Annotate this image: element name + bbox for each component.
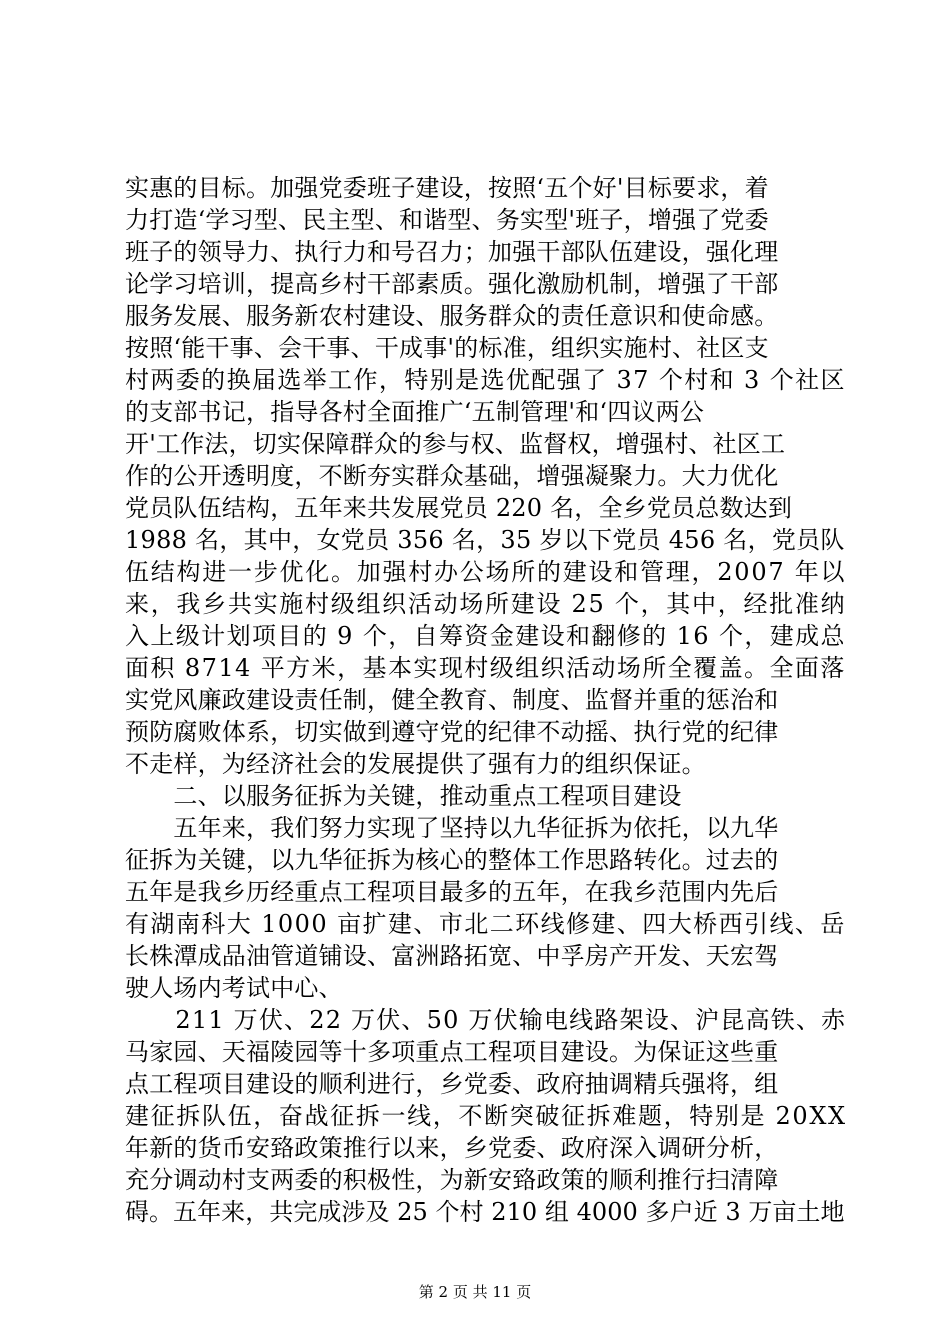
text-line: 有湖南科大 1000 亩扩建、市北二环线修建、四大桥西引线、岳 <box>125 910 846 938</box>
text-line: 论学习培训，提高乡村干部素质。强化激励机制，增强了干部 <box>125 270 779 298</box>
text-line: 面积 8714 平方米，基本实现村级组织活动场所全覆盖。全面落 <box>125 654 846 682</box>
text-line: 1988 名，其中，女党员 356 名，35 岁以下党员 456 名，党员队 <box>125 526 845 554</box>
text-line: 服务发展、服务新农村建设、服务群众的责任意识和使命感。 <box>125 302 779 330</box>
text-line: 马家园、天福陵园等十多项重点工程项目建设。为保证这些重 <box>125 1038 779 1066</box>
text-line: 二、以服务征拆为关键，推动重点工程项目建设 <box>125 782 682 810</box>
text-line: 力打造‘学习型、民主型、和谐型、务实型'班子，增强了党委 <box>125 206 769 234</box>
text-line: 实惠的目标。加强党委班子建设，按照‘五个好'目标要求，着 <box>125 174 769 202</box>
text-line: 按照‘能干事、会干事、干成事'的标准，组织实施村、社区支 <box>125 334 769 362</box>
text-line: 不走样，为经济社会的发展提供了强有力的组织保证。 <box>125 750 706 778</box>
text-line: 充分调动村支两委的积极性，为新安臵政策的顺利推行扫清障 <box>125 1166 779 1194</box>
text-line: 长株潭成品油管道铺设、富洲路拓宽、中孚房产开发、天宏驾 <box>125 942 779 970</box>
text-line: 点工程项目建设的顺利进行，乡党委、政府抽调精兵强将，组 <box>125 1070 779 1098</box>
text-line: 实党风廉政建设责任制，健全教育、制度、监督并重的惩治和 <box>125 686 779 714</box>
text-line: 开'工作法，切实保障群众的参与权、监督权，增强村、社区工 <box>125 430 786 458</box>
body-text <box>125 172 845 1228</box>
text-line: 入上级计划项目的 9 个，自筹资金建设和翻修的 16 个，建成总 <box>125 622 846 650</box>
text-line: 211 万伏、22 万伏、50 万伏输电线路架设、沪昆高铁、赤 <box>125 1006 847 1034</box>
text-line: 村两委的换届选举工作，特别是选优配强了 37 个村和 3 个社区 <box>125 366 846 394</box>
text-line: 建征拆队伍，奋战征拆一线，不断突破征拆难题，特别是 20XX <box>125 1102 847 1130</box>
text-line: 党员队伍结构，五年来共发展党员 220 名，全乡党员总数达到 <box>125 494 793 522</box>
text-line: 预防腐败体系，切实做到遵守党的纪律不动摇、执行党的纪律 <box>125 718 779 746</box>
text-line: 五年来，我们努力实现了坚持以九华征拆为依托，以九华 <box>125 814 779 842</box>
text-line: 年新的货币安臵政策推行以来，乡党委、政府深入调研分析， <box>125 1134 779 1162</box>
text-line: 的支部书记，指导各村全面推广‘五制管理'和‘四议两公 <box>125 398 705 426</box>
text-line: 征拆为关键，以九华征拆为核心的整体工作思路转化。过去的 <box>125 846 779 874</box>
text-line: 驶人场内考试中心、 <box>125 974 343 1002</box>
text-line: 碍。五年来，共完成涉及 25 个村 210 组 4000 多户近 3 万亩土地 <box>125 1198 845 1226</box>
text-line: 伍结构进一步优化。加强村办公场所的建设和管理，2007 年以 <box>125 558 847 586</box>
page-footer: 第 2 页 共 11 页 <box>418 1283 532 1301</box>
text-line: 作的公开透明度，不断夯实群众基础，增强凝聚力。大力优化 <box>125 462 779 490</box>
text-line: 班子的领导力、执行力和号召力；加强干部队伍建设，强化理 <box>125 238 779 266</box>
text-line: 来，我乡共实施村级组织活动场所建设 25 个，其中，经批准纳 <box>125 590 847 618</box>
text-line: 五年是我乡历经重点工程项目最多的五年，在我乡范围内先后 <box>125 878 779 906</box>
